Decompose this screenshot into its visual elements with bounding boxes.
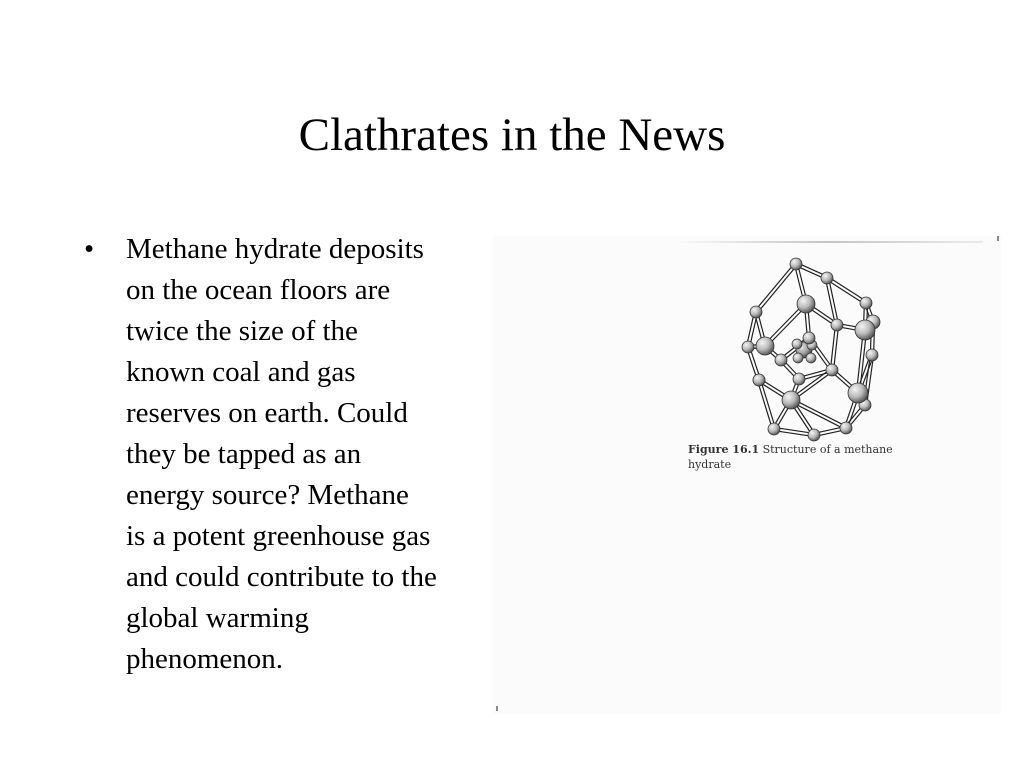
bullet-line: known coal and gas (126, 356, 356, 388)
bullet-line: reserves on earth. Could (126, 397, 408, 429)
bullet-line: on the ocean floors are (126, 274, 391, 306)
bullet-marker: • (84, 233, 95, 265)
cage-atom (797, 295, 815, 313)
bullet-line: twice the size of the (126, 315, 358, 347)
cage-atom (782, 391, 800, 409)
cage-atom (840, 422, 852, 434)
cage-bond (757, 380, 772, 429)
cage-atom (775, 354, 787, 366)
cage-atom (826, 364, 838, 376)
cage-atom (831, 319, 843, 331)
bullet-line: Methane hydrate deposits (126, 233, 424, 265)
methane-hydrogen (793, 353, 803, 363)
cage-atom (803, 332, 815, 344)
methane-hydrate-figure (693, 252, 913, 442)
cage-atom (756, 337, 774, 355)
bullet-line: energy source? Methane (126, 479, 409, 511)
cage-atom (753, 374, 765, 386)
caption-text-line2: hydrate (688, 458, 732, 471)
bullet-line: and could contribute to the (126, 561, 437, 593)
cage-bond (755, 263, 795, 311)
cage-atom (855, 320, 875, 340)
cage-bond (757, 265, 797, 313)
cage-bond (828, 277, 867, 302)
bullet-line: they be tapped as an (126, 438, 362, 470)
slide-title: Clathrates in the News (298, 109, 726, 161)
cage-atom (866, 349, 878, 361)
cage-atom (742, 341, 754, 353)
bullet-line: is a potent greenhouse gas (126, 520, 431, 552)
scan-mark (997, 236, 999, 241)
cage-atom (808, 429, 820, 441)
cage-atom (793, 373, 805, 385)
cage-atom (860, 297, 872, 309)
methane-hydrogen (792, 339, 802, 349)
scan-mark (496, 706, 498, 711)
cage-atom (768, 423, 780, 435)
caption-text: Structure of a methane (762, 443, 893, 456)
caption-label: Figure 16.1 (688, 443, 760, 456)
cage-atom (821, 272, 833, 284)
cage-atom (848, 383, 868, 403)
bullet-text (126, 229, 498, 680)
methane-hydrogen (806, 353, 816, 363)
cage-atom (790, 258, 802, 270)
cage-atom (750, 306, 762, 318)
figure-panel (493, 236, 1001, 714)
bullet-line: global warming (126, 602, 309, 634)
bullet-line: phenomenon. (126, 643, 284, 675)
scan-edge (673, 241, 983, 243)
figure-caption (688, 442, 948, 472)
